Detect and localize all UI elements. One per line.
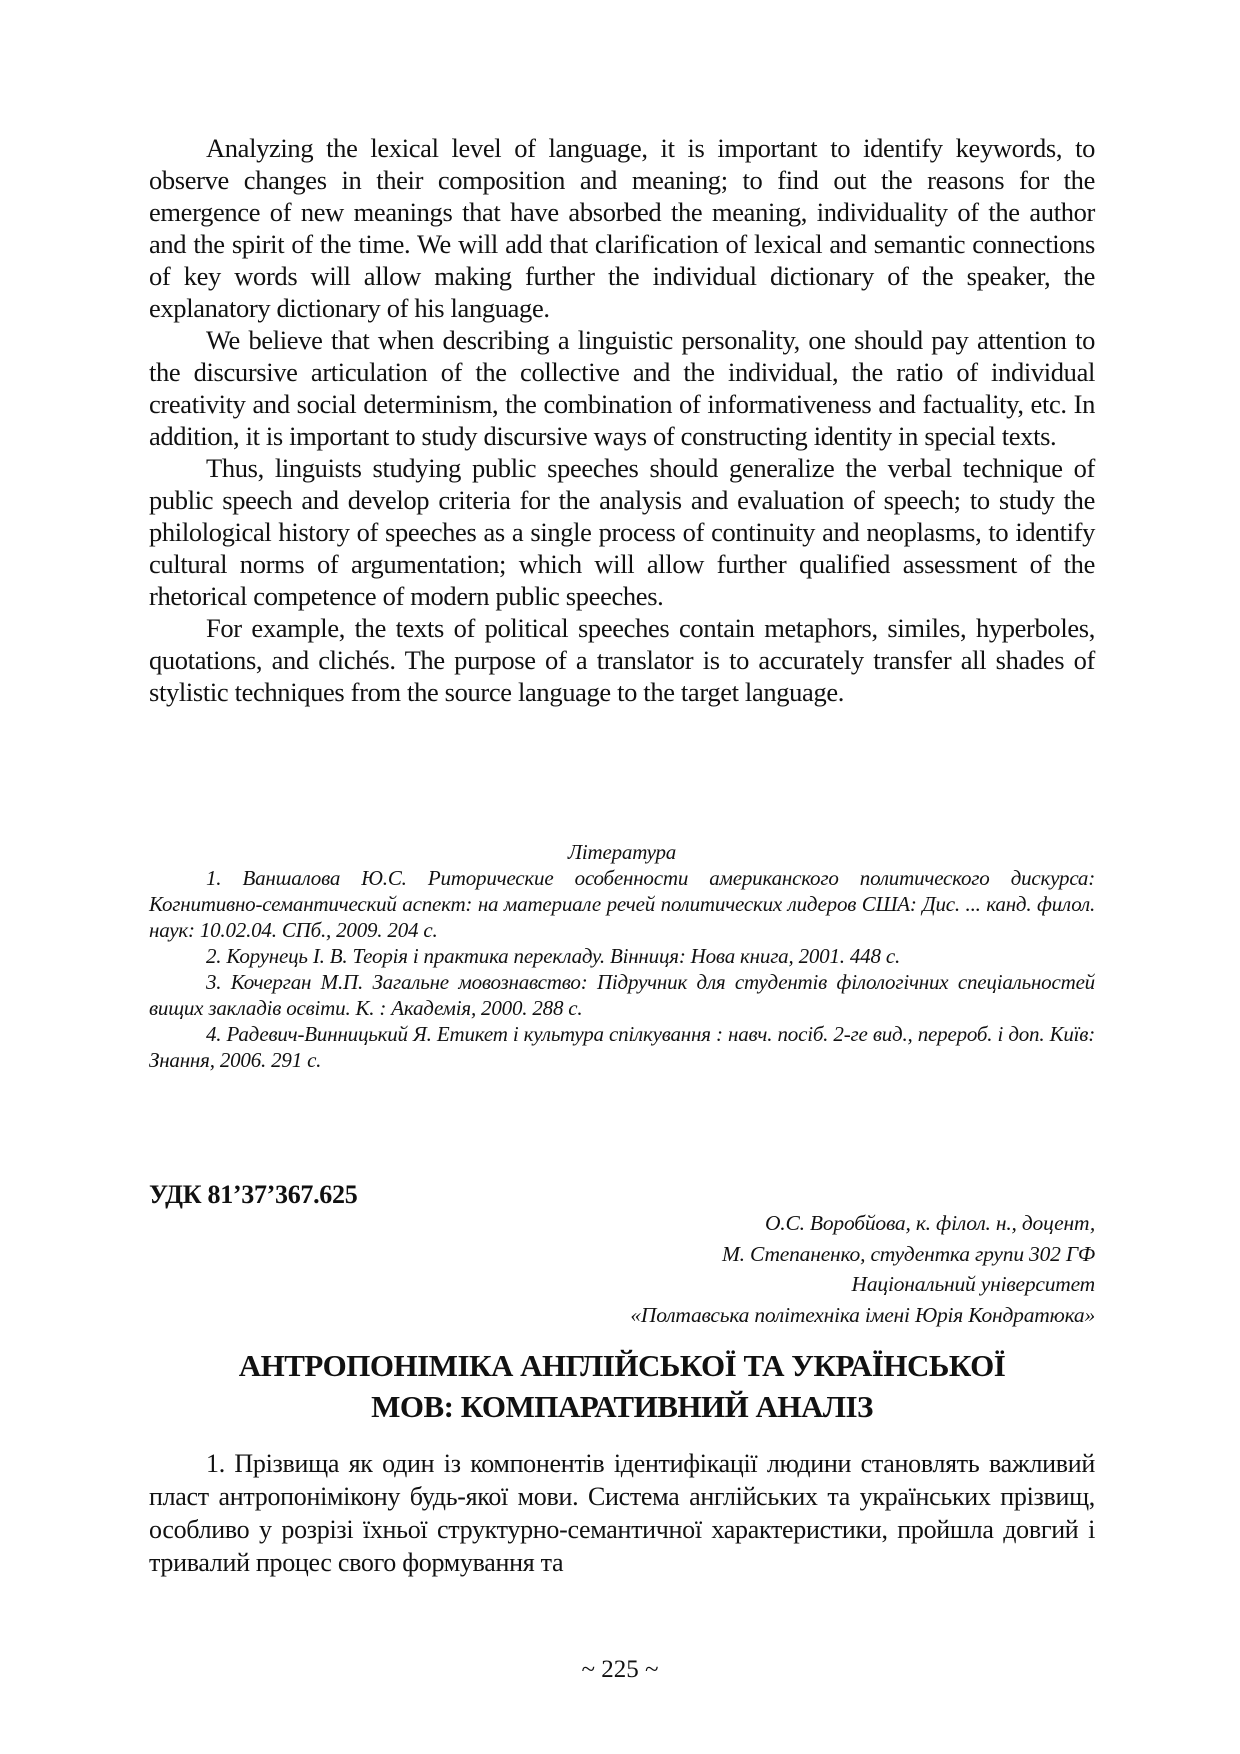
reference-item: 3. Кочерган М.П. Загальне мовознавство: Підручник для студентів філологічних спеціальностей вищих закладів освіти. К. : Академія, 2000. 288 с.	[149, 970, 1095, 1020]
author-line: О.С. Воробйова, к. філол. н., доцент,	[764, 1211, 1095, 1235]
author-block	[630, 1208, 1095, 1330]
article-paragraph: 1. Прізвища як один із компонентів ідентифікації людини становлять важливий пласт антропонімікону будь-якої мови. Система англійських та українських прізвищ, особливо у розрізі їхньої структурно-семантичної характеристики, пройшла довгий і тривалий процес свого формування та	[149, 1449, 1095, 1577]
reference-item: 4. Радевич-Винницький Я. Етикет і культура спілкування : навч. посіб. 2-ге вид., перероб. і доп. Київ: Знання, 2006. 291 с.	[149, 1022, 1095, 1072]
reference-item: 2. Корунець І. В. Теорія і практика перекладу. Вінниця: Нова книга, 2001. 448 с.	[206, 944, 901, 968]
body-paragraph: Analyzing the lexical level of language, it is important to identify keywords, to observe changes in their composition and meaning; to find out the reasons for the emergence of new meanings that have absorbed the meaning, individuality of the author and the spirit of the time. We will add that clarification of lexical and semantic connections of key words will allow making further the individual dictionary of the speaker, the explanatory dictionary of his language.	[149, 133, 1095, 323]
article-title	[149, 1345, 1095, 1427]
body-paragraph: We believe that when describing a linguistic personality, one should pay attention to the discursive articulation of the collective and the individual, the ratio of individual creativity and social determinism, the combination of informativeness and factuality, etc. In addition, it is important to study discursive ways of constructing identity in special texts.	[149, 325, 1095, 451]
page-number: ~ 225 ~	[581, 1656, 659, 1683]
affiliation-line: «Полтавська політехніка імені Юрія Кондратюка»	[630, 1302, 1095, 1327]
reference-item: 1. Ваншалова Ю.С. Риторические особенности американского политического дискурса: Когнитивно-семантический аспект: на материале речей политических лидеров США: Дис. ... канд. филол. наук: 10.02.04. СПб., 2009. 204 с.	[149, 866, 1095, 942]
udk-code: УДК 81’37’367.625	[149, 1180, 358, 1209]
article-body	[149, 1447, 1095, 1579]
body-paragraph: Thus, linguists studying public speeches should generalize the verbal technique of public speech and develop criteria for the analysis and evaluation of speech; to study the philological history of speeches as a single process of continuity and neoplasms, to identify cultural norms of argumentation; which will allow further qualified assessment of the rhetorical competence of modern public speeches.	[149, 453, 1095, 611]
references-section	[149, 839, 1095, 1073]
title-line: АНТРОПОНІМІКА АНГЛІЙСЬКОЇ ТА УКРАЇНСЬКОЇ	[238, 1348, 1006, 1383]
title-line: МОВ: КОМПАРАТИВНИЙ АНАЛІЗ	[371, 1389, 873, 1424]
body-section	[149, 132, 1095, 708]
author-line: М. Степаненко, студентка групи 302 ГФ	[721, 1241, 1095, 1266]
references-heading: Література	[567, 840, 677, 864]
body-paragraph: For example, the texts of political speeches contain metaphors, similes, hyperboles, quotations, and clichés. The purpose of a translator is to accurately transfer all shades of stylistic techniques from the source language to the target language.	[149, 613, 1095, 707]
affiliation-line: Національний університет	[851, 1272, 1095, 1296]
